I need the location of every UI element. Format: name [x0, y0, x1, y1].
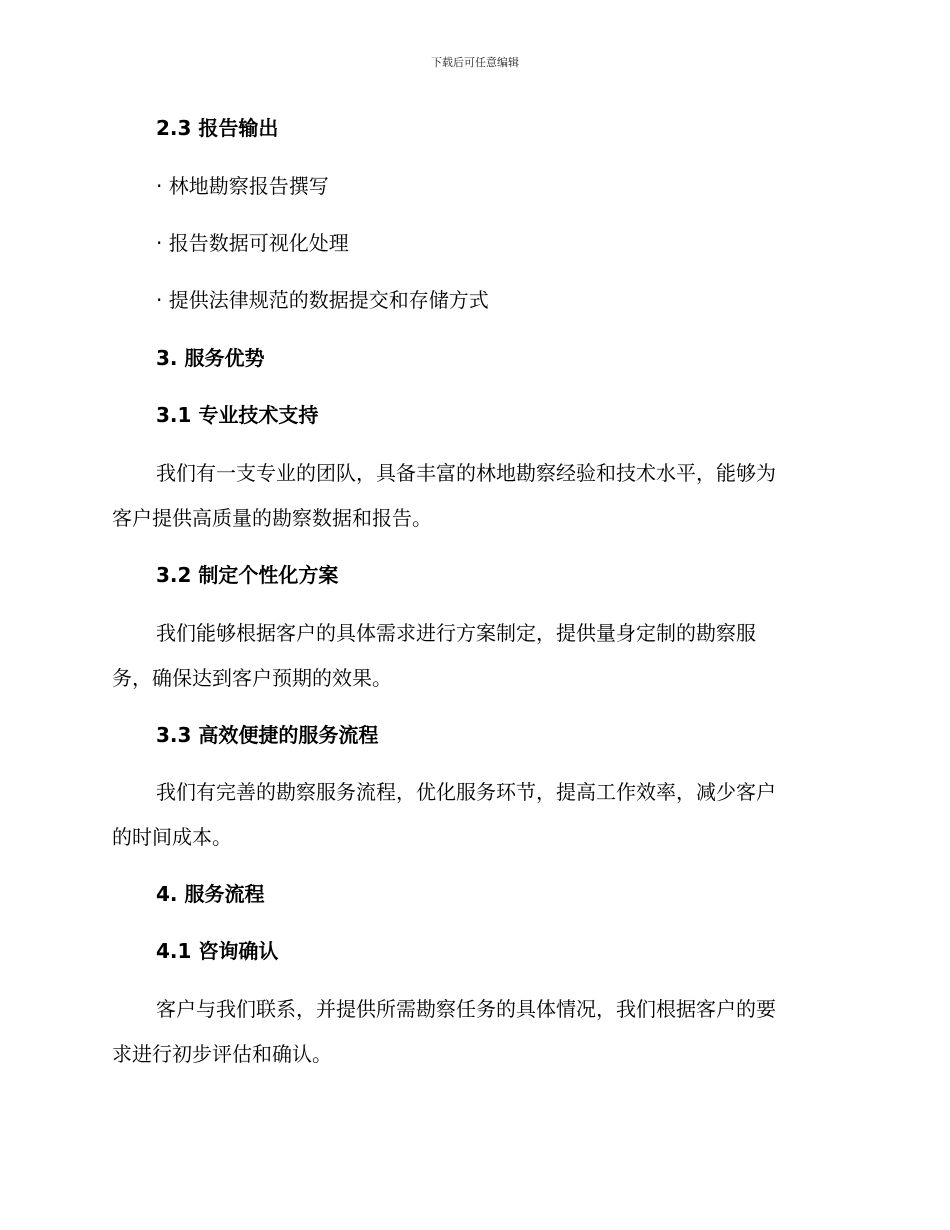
paragraph-3-2-line-2: 务，确保达到客户预期的效果。: [112, 666, 392, 690]
section-heading-4-1: 4.1 咨询确认: [156, 939, 279, 963]
section-heading-2-3: 2.3 报告输出: [156, 116, 279, 140]
paragraph-4-1-line-1: 客户与我们联系，并提供所需勘察任务的具体情况，我们根据客户的要: [156, 997, 776, 1021]
section-heading-3-2: 3.2 制定个性化方案: [156, 563, 339, 587]
paragraph-4-1-line-2: 求进行初步评估和确认。: [112, 1042, 332, 1066]
bullet-item-report-writing: · 林地勘察报告撰写: [156, 174, 329, 198]
section-heading-4: 4. 服务流程: [156, 882, 265, 906]
paragraph-3-1-line-1: 我们有一支专业的团队，具备丰富的林地勘察经验和技术水平，能够为: [156, 461, 776, 485]
paragraph-3-1-line-2: 客户提供高质量的勘察数据和报告。: [112, 506, 432, 530]
paragraph-3-3-line-1: 我们有完善的勘察服务流程，优化服务环节，提高工作效率，减少客户: [156, 780, 776, 804]
paragraph-3-3-line-2: 的时间成本。: [112, 825, 232, 849]
bullet-item-data-submission: · 提供法律规范的数据提交和存储方式: [156, 288, 489, 312]
paragraph-3-2-line-1: 我们能够根据客户的具体需求进行方案制定，提供量身定制的勘察服: [156, 621, 756, 645]
section-heading-3-1: 3.1 专业技术支持: [156, 403, 319, 427]
bullet-item-data-visualization: · 报告数据可视化处理: [156, 231, 349, 255]
header-note: 下载后可任意编辑: [431, 56, 519, 69]
section-heading-3: 3. 服务优势: [156, 346, 265, 370]
section-heading-3-3: 3.3 高效便捷的服务流程: [156, 723, 379, 747]
